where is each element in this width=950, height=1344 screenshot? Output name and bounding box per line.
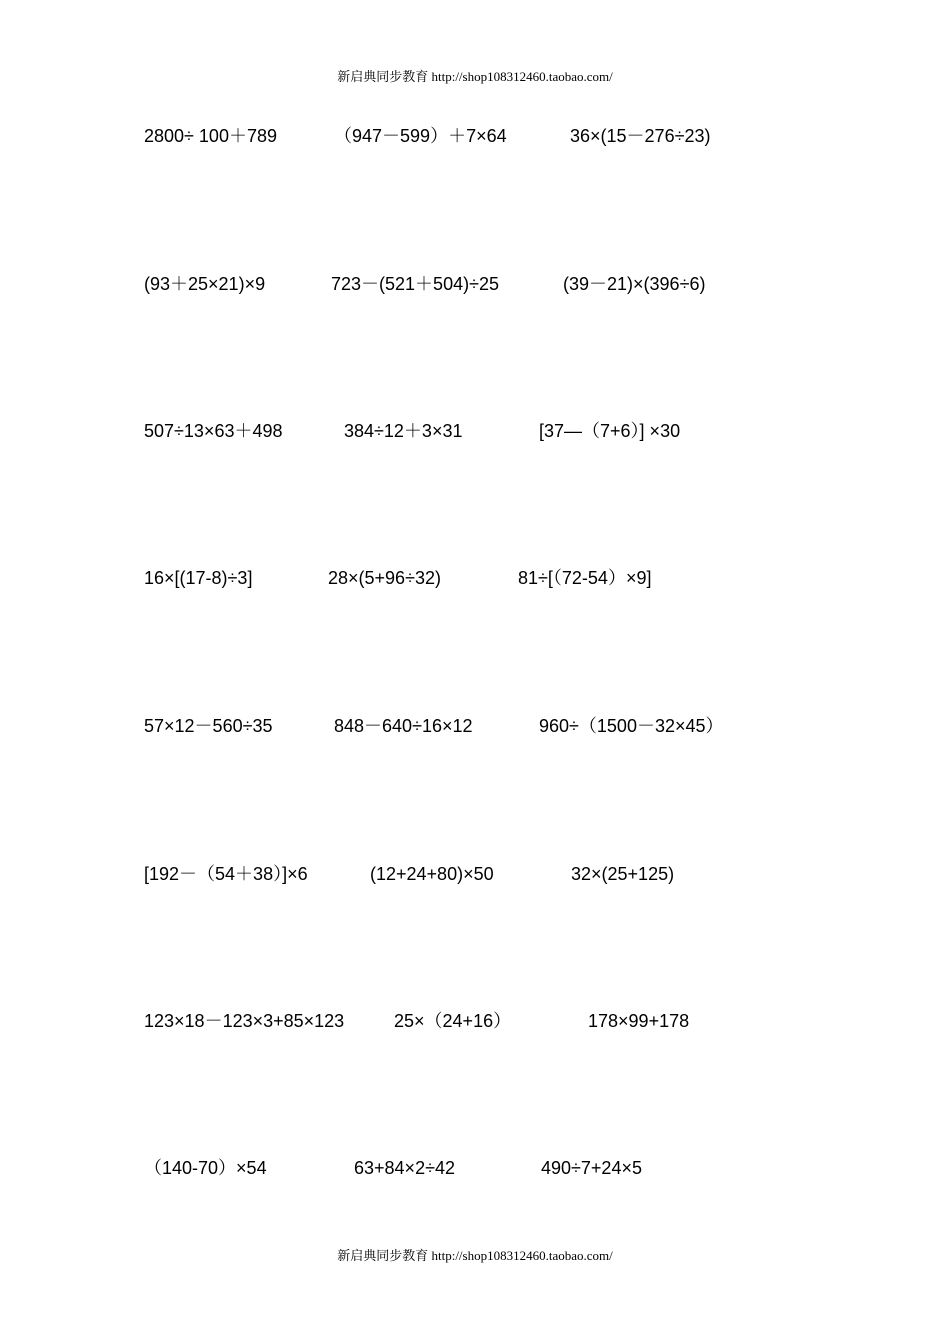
- problem: (93＋25×21)×9: [144, 274, 266, 294]
- problem: 32×(25+125): [571, 864, 675, 884]
- problem: (39－21)×(396÷6): [563, 274, 706, 294]
- problem-row-3: [0, 419, 950, 443]
- problem: 490÷7+24×5: [541, 1158, 642, 1178]
- problem: 28×(5+96÷32): [328, 568, 441, 588]
- problem: [192－（54＋38）]×6: [144, 864, 308, 884]
- problem: 723－(521＋504)÷25: [331, 274, 499, 294]
- problem: 848－640÷16×12: [334, 716, 473, 736]
- problem-row-2: [0, 272, 950, 296]
- problem: （140-70）×54: [144, 1158, 267, 1178]
- page-footer: 新启典同步教育 http://shop108312460.taobao.com/: [337, 1248, 613, 1263]
- problem-row-7: [0, 1009, 950, 1033]
- problem: 384÷12＋3×31: [344, 421, 463, 441]
- problem: 36×(15－276÷23): [570, 126, 711, 146]
- problem-row-8: [0, 1156, 950, 1180]
- problem: 81÷[（72-54）×9]: [518, 568, 652, 588]
- problem: （947－599）＋7×64: [334, 126, 507, 146]
- problem-row-6: [0, 862, 950, 886]
- problem: 123×18－123×3+85×123: [144, 1011, 345, 1031]
- problem-row-5: [0, 714, 950, 738]
- problem: [37—（7+6）] ×30: [539, 421, 681, 441]
- problem: 2800÷ 100＋789: [144, 126, 277, 146]
- problem: 507÷13×63＋498: [144, 421, 283, 441]
- problem: 178×99+178: [588, 1011, 690, 1031]
- problem: 63+84×2÷42: [354, 1158, 455, 1178]
- problem-row-1: [0, 124, 950, 148]
- problem: 25×（24+16）: [394, 1011, 512, 1031]
- problem-row-4: [0, 566, 950, 590]
- problem: (12+24+80)×50: [370, 864, 494, 884]
- page-header: 新启典同步教育 http://shop108312460.taobao.com/: [337, 69, 613, 84]
- problem: 960÷（1500－32×45）: [539, 716, 724, 736]
- problem: 57×12－560÷35: [144, 716, 273, 736]
- problem: 16×[(17-8)÷3]: [144, 568, 253, 588]
